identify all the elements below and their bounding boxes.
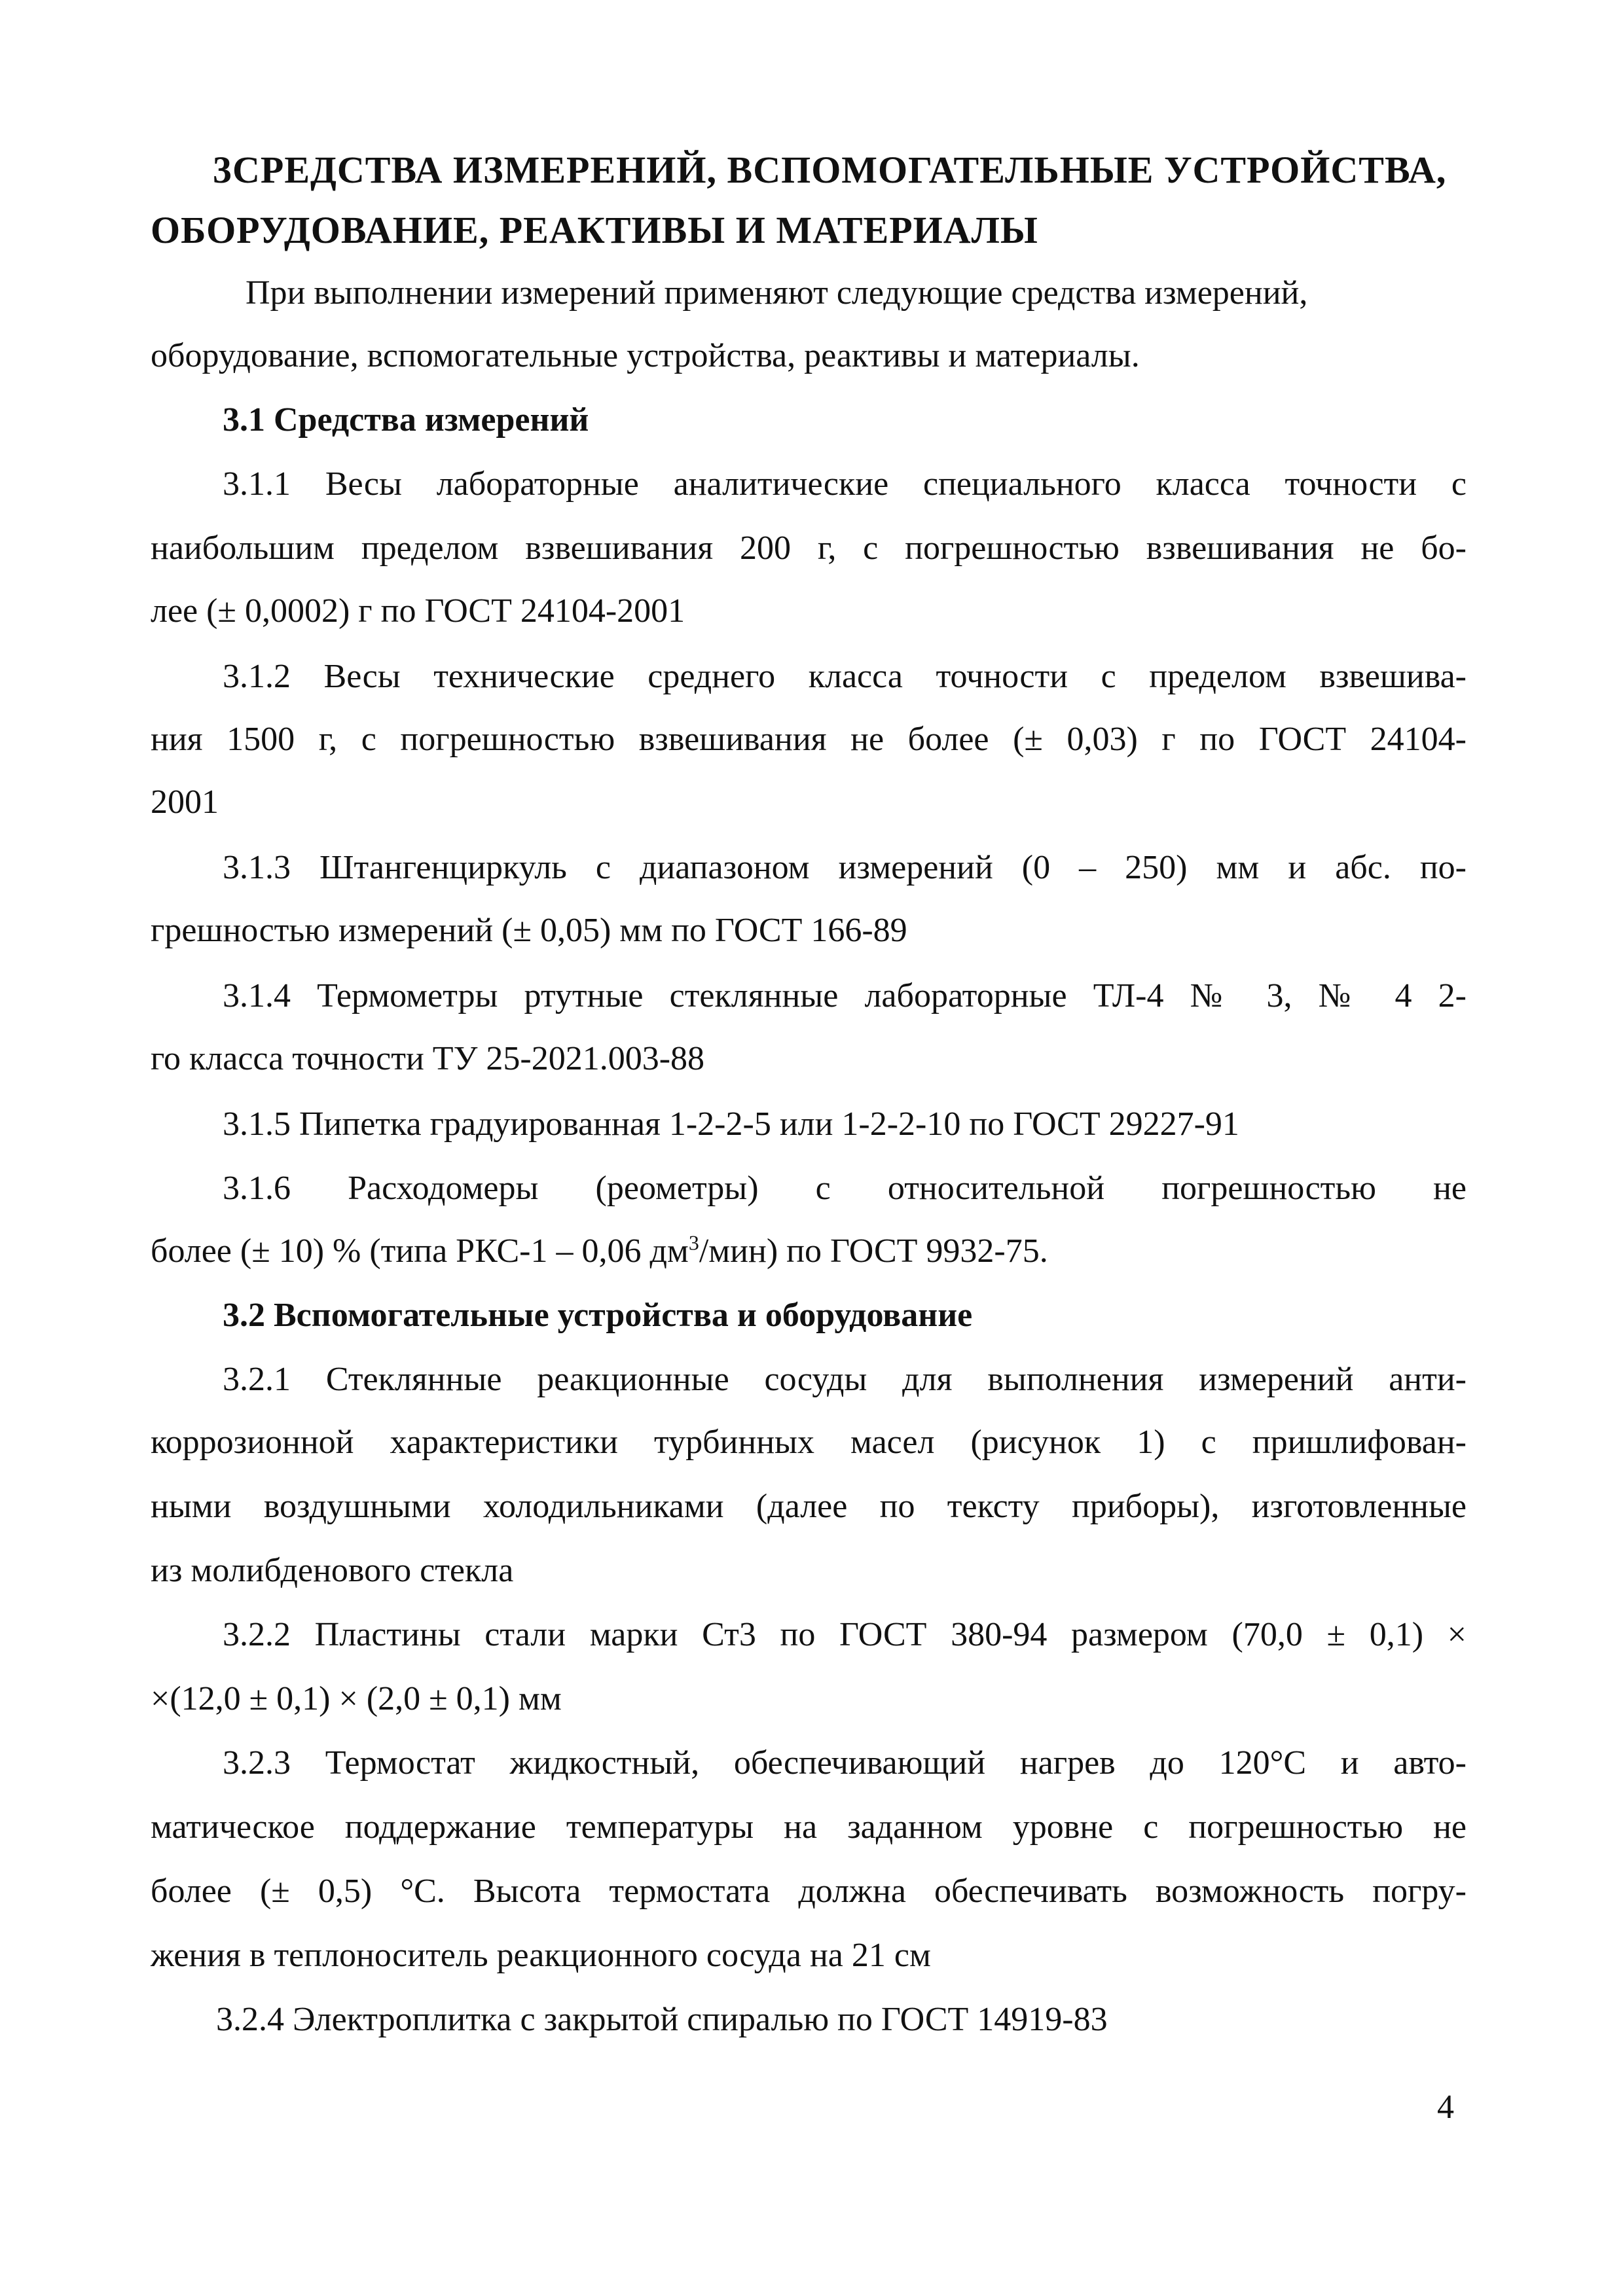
item-3-2-1-line-3: ными воздушными холодильниками (далее по тексту приборы), изготовленные <box>151 1488 1467 1525</box>
item-3-1-6-text-b: /мин) по ГОСТ 9932-75. <box>699 1232 1048 1270</box>
subsection-heading-3-1: 3.1 Средства измерений <box>223 401 589 439</box>
intro-line-2: оборудование, вспомогательные устройства, реактивы и материалы. <box>151 337 1140 374</box>
item-3-1-6-text-a: более (± 10) % (типа РКС-1 – 0,06 дм <box>151 1232 689 1270</box>
item-3-1-2-line-2: ния 1500 г, с погрешностью взвешивания не более (± 0,03) г по ГОСТ 24104- <box>151 721 1467 758</box>
section-title-line-1: 3СРЕДСТВА ИЗМЕРЕНИЙ, ВСПОМОГАТЕЛЬНЫЕ УСТРОЙСТВА, <box>213 149 1447 191</box>
item-3-2-4-line-1: 3.2.4 Электроплитка с закрытой спиралью по ГОСТ 14919-83 <box>216 2001 1108 2038</box>
item-3-1-1-line-1: 3.1.1 Весы лабораторные аналитические специального класса точности с <box>223 465 1467 503</box>
item-3-1-4-line-1: 3.1.4 Термометры ртутные стеклянные лабораторные ТЛ-4 № 3, № 4 2- <box>223 977 1467 1014</box>
item-3-1-5-line-1: 3.1.5 Пипетка градуированная 1-2-2-5 или 1-2-2-10 по ГОСТ 29227-91 <box>223 1105 1239 1143</box>
item-3-1-6-line-1: 3.1.6 Расходомеры (реометры) с относительной погрешностью не <box>223 1170 1467 1207</box>
item-3-1-3-line-2: грешностью измерений (± 0,05) мм по ГОСТ 166-89 <box>151 912 907 949</box>
item-3-1-2-line-1: 3.1.2 Весы технические среднего класса точности с пределом взвешива- <box>223 658 1467 695</box>
item-3-2-3-line-2: матическое поддержание температуры на заданном уровне с погрешностью не <box>151 1808 1467 1846</box>
item-3-1-2-line-3: 2001 <box>151 783 219 821</box>
item-3-1-6-line-2 <box>151 1232 1048 1271</box>
intro-line-1: При выполнении измерений применяют следующие средства измерений, <box>246 274 1308 312</box>
item-3-2-1-line-4: из молибденового стекла <box>151 1552 514 1589</box>
item-3-2-2-line-2: ×(12,0 ± 0,1) × (2,0 ± 0,1) мм <box>151 1680 562 1717</box>
item-3-2-1-line-1: 3.2.1 Стеклянные реакционные сосуды для выполнения измерений анти- <box>223 1361 1467 1398</box>
item-3-2-3-line-3: более (± 0,5) °С. Высота термостата должна обеспечивать возможность погру- <box>151 1873 1467 1910</box>
page-number: 4 <box>1437 2089 1454 2126</box>
section-title-line-2: ОБОРУДОВАНИЕ, РЕАКТИВЫ И МАТЕРИАЛЫ <box>151 209 1038 251</box>
item-3-1-3-line-1: 3.1.3 Штангенциркуль с диапазоном измерений (0 – 250) мм и абс. по- <box>223 849 1467 886</box>
item-3-2-2-line-1: 3.2.2 Пластины стали марки Ст3 по ГОСТ 380-94 размером (70,0 ± 0,1) × <box>223 1616 1467 1653</box>
item-3-1-4-line-2: го класса точности ТУ 25-2021.003-88 <box>151 1040 705 1077</box>
subsection-heading-3-2: 3.2 Вспомогательные устройства и оборудование <box>223 1297 973 1334</box>
item-3-2-3-line-4: жения в теплоноситель реакционного сосуда на 21 см <box>151 1937 931 1974</box>
item-3-2-3-line-1: 3.2.3 Термостат жидкостный, обеспечивающий нагрев до 120°С и авто- <box>223 1744 1467 1782</box>
item-3-1-1-line-3: лее (± 0,0002) г по ГОСТ 24104-2001 <box>151 592 685 630</box>
item-3-2-1-line-2: коррозионной характеристики турбинных масел (рисунок 1) с пришлифован- <box>151 1424 1467 1461</box>
superscript-cube: 3 <box>688 1230 699 1255</box>
item-3-1-1-line-2: наибольшим пределом взвешивания 200 г, с погрешностью взвешивания не бо- <box>151 529 1467 567</box>
